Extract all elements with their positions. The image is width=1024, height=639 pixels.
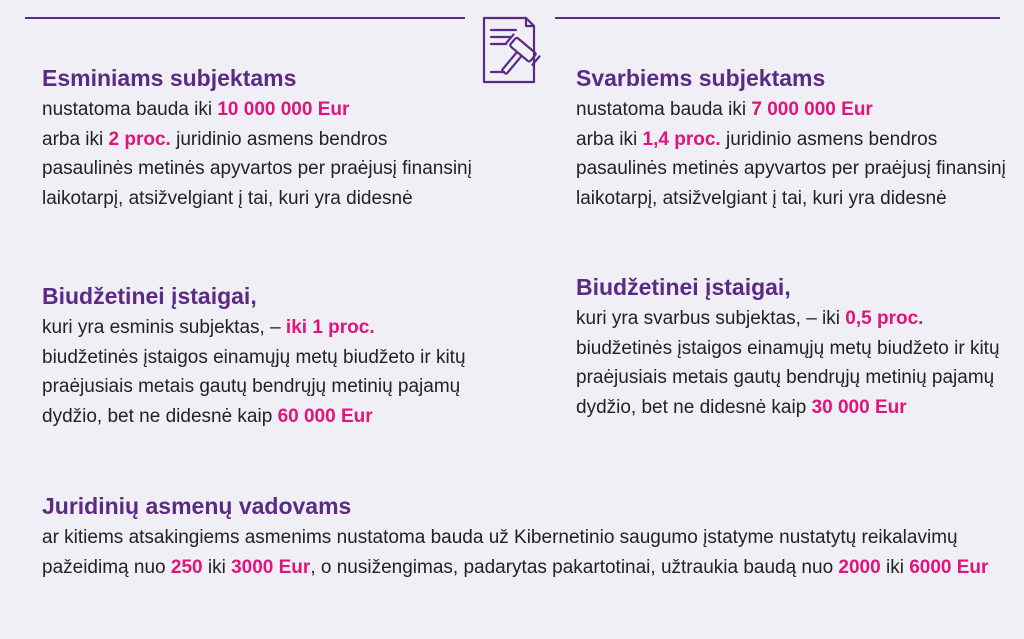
budget-essential-block <box>42 281 472 431</box>
budget-essential-text <box>42 313 472 431</box>
budget-important-max-fine: 30 000 Eur <box>811 396 907 418</box>
budget-important-text <box>576 304 1006 422</box>
essential-percent: 2 proc. <box>108 128 171 150</box>
managers-text-part: , o nusižengimas, padarytas pakartotinai, užtraukia baudą nuo <box>310 556 839 578</box>
budget-important-block <box>576 272 1006 422</box>
budget-important-text-part: biudžetinės įstaigos einamųjų metų biudžeto ir kitų praėjusiais metais gautų bendrųjų metinių pajamų dydžio, bet ne didesnė kaip <box>576 337 1000 418</box>
important-text-part: nustatoma bauda iki <box>576 99 752 120</box>
important-entities-block <box>576 63 1006 213</box>
managers-repeat-max-fine: 6000 Eur <box>909 556 989 578</box>
managers-text <box>42 523 1012 582</box>
top-rule-right <box>555 17 1000 19</box>
essential-max-fine: 10 000 000 Eur <box>217 99 350 120</box>
budget-important-text-part: kuri yra svarbus subjektas, – iki <box>576 308 846 329</box>
important-text <box>576 95 1006 213</box>
managers-text-part: iki <box>880 556 910 578</box>
budget-important-percent: 0,5 proc. <box>845 308 924 329</box>
important-heading: Svarbiems subjektams <box>576 65 826 91</box>
important-max-fine: 7 000 000 Eur <box>751 99 873 120</box>
essential-text-part: nustatoma bauda iki <box>42 99 218 120</box>
gavel-document-icon <box>478 14 544 86</box>
budget-essential-max-fine: 60 000 Eur <box>277 405 373 427</box>
essential-text-part: arba iki <box>42 128 109 150</box>
budget-essential-text-part: kuri yra esminis subjektas, – <box>42 317 286 338</box>
essential-text <box>42 95 472 213</box>
managers-text-part: iki <box>202 556 232 578</box>
essential-heading: Esminiams subjektams <box>42 65 297 91</box>
managers-heading: Juridinių asmenų vadovams <box>42 493 352 519</box>
essential-text-part: juridinio asmens bendros pasaulinės metinės apyvartos per praėjusį finansinį laikotarpį, atsižvelgiant į tai, kuri yra didesnė <box>42 128 472 209</box>
budget-important-heading: Biudžetinei įstaigai, <box>576 274 791 300</box>
important-text-part: juridinio asmens bendros pasaulinės metinės apyvartos per praėjusį finansinį laikotarpį, atsižvelgiant į tai, kuri yra didesnė <box>576 128 1006 209</box>
managers-text-part: ar kitiems atsakingiems asmenims nustatoma bauda už Kibernetinio saugumo įstatyme nustatytų reikalavimų pažeidimą nuo <box>42 527 958 578</box>
managers-max-fine: 3000 Eur <box>231 556 311 578</box>
important-text-part: arba iki <box>576 128 643 150</box>
budget-essential-heading: Biudžetinei įstaigai, <box>42 283 257 309</box>
budget-essential-text-part: biudžetinės įstaigos einamųjų metų biudžeto ir kitų praėjusiais metais gautų bendrųjų metinių pajamų dydžio, bet ne didesnė kaip <box>42 346 466 427</box>
budget-essential-percent: iki 1 proc. <box>285 317 375 338</box>
essential-entities-block <box>42 63 472 213</box>
managers-repeat-min-fine: 2000 <box>838 556 881 578</box>
managers-min-fine: 250 <box>170 556 203 578</box>
important-percent: 1,4 proc. <box>642 128 721 150</box>
managers-block <box>42 491 1012 582</box>
top-rule-left <box>25 17 465 19</box>
